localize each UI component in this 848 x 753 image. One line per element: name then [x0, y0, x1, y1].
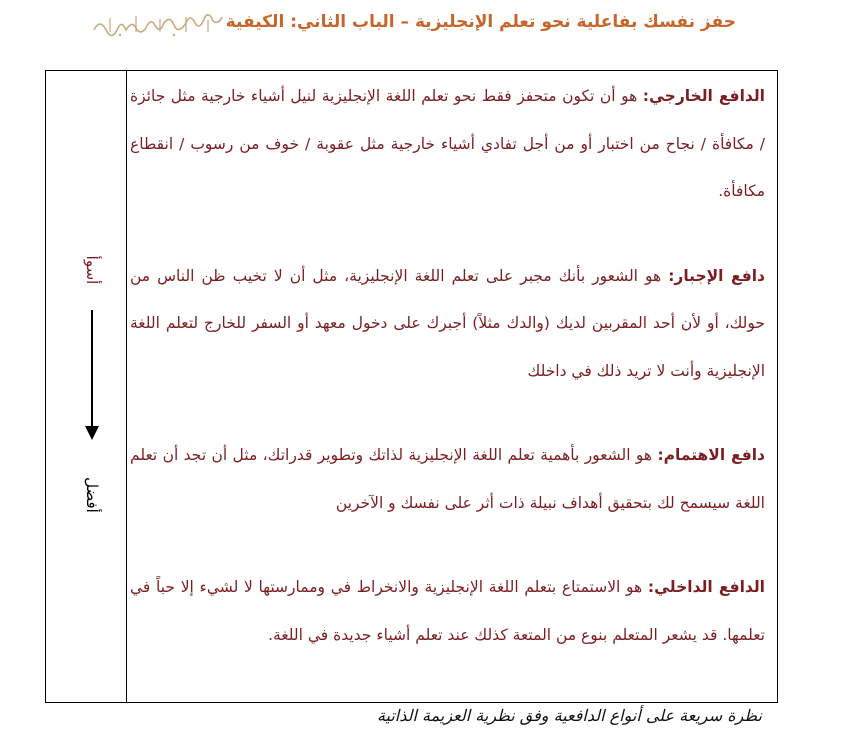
section-term: الدافع الخارجي: — [642, 87, 765, 105]
down-arrow-icon — [78, 300, 108, 450]
section-text: هو أن تكون متحفز فقط نحو تعلم اللغة الإنجليزية لنيل أشياء خارجية مثل جائزة / مكافأة / نجاح من اختبار أو من أجل تفادي أشياء خارجية مثل عقوبة / خوف من رسوب / انقطاع مكافأة. — [130, 87, 765, 200]
section-compulsion-motivation — [130, 253, 765, 396]
section-external-motivation — [130, 73, 765, 216]
section-term: دافع الاهتمام: — [657, 446, 765, 464]
scale-label-worst: أسوأ — [83, 255, 101, 285]
scale-label-best: أفضل — [83, 477, 101, 513]
section-interest-motivation — [130, 432, 765, 527]
section-internal-motivation — [130, 564, 765, 659]
section-text: هو الاستمتاع بتعلم اللغة الإنجليزية والانخراط في وممارستها لا لشيء إلا حباً في تعلمها. قد يشعر المتعلم بنوع من المتعة كذلك عند تعلم أشياء جديدة في اللغة. — [130, 578, 765, 644]
header-title: حفز نفسك بفاعلية نحو تعلم الإنجليزية – الباب الثاني: الكيفية — [225, 12, 736, 32]
motivation-types-list — [130, 73, 765, 696]
column-divider — [126, 70, 127, 703]
figure-caption: نظرة سريعة على أنواع الدافعية وفق نظرية العزيمة الذاتية — [376, 706, 762, 725]
section-term: الدافع الداخلي: — [647, 578, 765, 596]
author-signature-image — [90, 10, 230, 38]
section-text: هو الشعور بأنك مجبر على تعلم اللغة الإنجليزية، مثل أن لا تخيب ظن الناس من حولك، أو لأن أحد المقربين لديك (والدك مثلاً) أجبرك على دخول معهد أو السفر للخارج لتعلم اللغة الإنجليزية وأنت لا تريد ذلك في داخلك — [130, 266, 765, 380]
section-text: هو الشعور بأهمية تعلم اللغة الإنجليزية لذاتك وتطوير قدراتك، مثل أن تجد أن تعلم اللغة سيسمح لك بتحقيق أهداف نبيلة ذات أثر على نفسك و الآخرين — [130, 446, 765, 512]
section-term: دافع الإجبار: — [668, 266, 765, 285]
